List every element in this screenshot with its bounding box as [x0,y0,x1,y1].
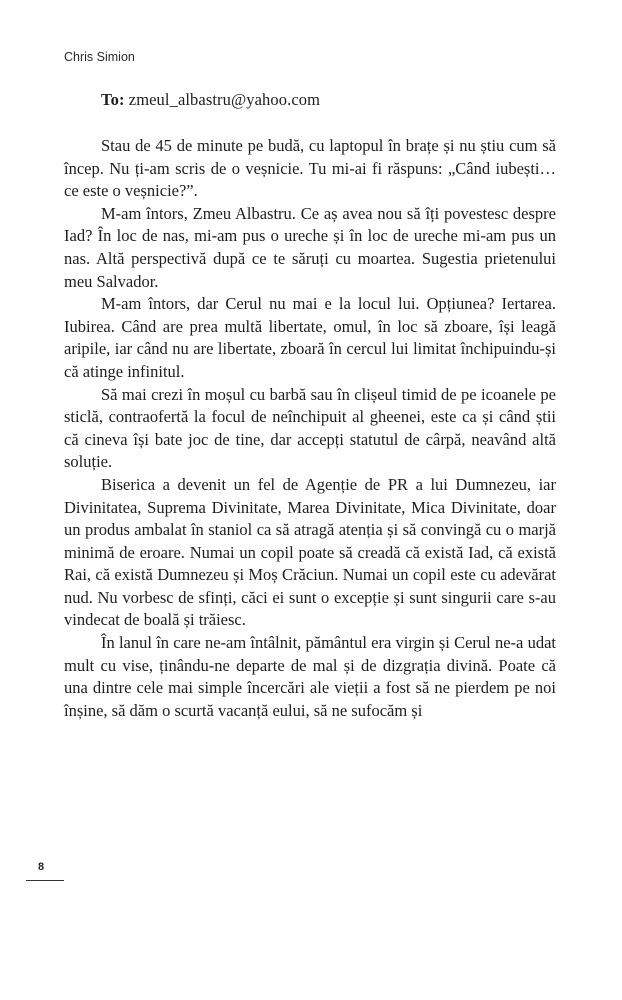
email-recipient-line [101,90,320,110]
body-text [64,135,556,722]
paragraph-4: Să mai crezi în moșul cu barbă sau în clișeul timid de pe icoanele pe sticlă, contraofertă la focul de neînchipuit al gheenei, este ca și când știi că cineva își bate joc de tine, dar accepți statutul de cârpă, neavând altă soluție. [64,384,556,472]
paragraph-3: M-am întors, dar Cerul nu mai e la locul lui. Opțiunea? Iertarea. Iubirea. Când are prea multă libertate, omul, în loc să zboare, își leagă aripile, iar când nu are libertate, zboară în cercul lui limitat închipuindu-și că atinge infinitul. [64,294,556,381]
footer-rule [26,880,64,881]
page-number: 8 [38,861,45,873]
to-label: To: [101,90,125,109]
running-head-author: Chris Simion [64,50,135,64]
recipient-address: zmeul_albastru@yahoo.com [128,90,321,109]
paragraph-1: Stau de 45 de minute pe budă, cu laptopul în brațe și nu știu cum să încep. Nu ți-am scris de o veșnicie. Tu mi-ai fi răspuns: „Când iubești… ce este o veșnicie?”. [64,136,556,201]
paragraph-6: În lanul în care ne-am întâlnit, pământul era virgin și Cerul ne-a udat mult cu vise, ținându-ne departe de mal și de dizgrația divină. Poate că una dintre cele mai simple încercări ale vieții a fost să ne pierdem pe noi înșine, să dăm o scurtă vacanță eului, să ne sufocăm și [64,633,556,720]
paragraph-5: Biserica a devenit un fel de Agenție de PR a lui Dumnezeu, iar Divinitatea, Suprema Divinitate, Marea Divinitate, Mica Divinitate, doar un produs ambalat în staniol ca să atragă atenția și să convingă cu o marjă minimă de eroare. Numai un copil poate să creadă că există Iad, că există Rai, că există Dumnezeu și Moș Crăciun. Numai un copil este cu adevărat nud. Nu vorbesc de sfinți, căci ei sunt o excepție și sunt singurii care s-au vindecat de boală și trăiesc. [64,474,556,630]
paragraph-2: M-am întors, Zmeu Albastru. Ce aș avea nou să îți povestesc despre Iad? În loc de nas, mi-am pus o ureche și în loc de ureche mi-am pus un nas. Altă perspectivă după ce te săruți cu moartea. Sugestia prietenului meu Salvador. [64,203,556,291]
